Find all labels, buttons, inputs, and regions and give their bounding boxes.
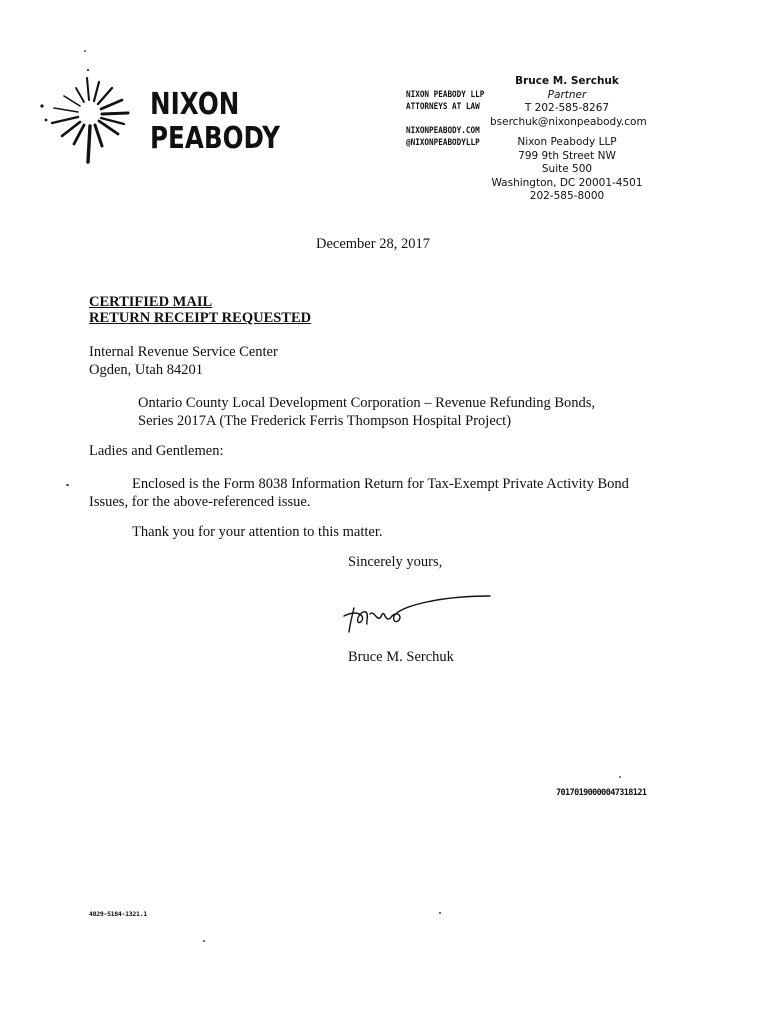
office-name: Nixon Peabody LLP [517,136,617,148]
letter-date: December 28, 2017 [316,236,430,252]
firm-info [406,89,484,149]
delivery-method [89,294,311,326]
starburst-logo-icon [28,66,148,176]
brand-line-2: PEABODY [150,121,280,156]
delivery-line-2: RETURN RECEIPT REQUESTED [89,310,312,326]
body-paragraph [89,475,649,511]
letterhead-logo [28,66,278,176]
signer-name: Bruce M. Serchuk [348,649,454,665]
scan-speck [66,484,69,486]
firm-tagline: ATTORNEYS AT LAW [406,102,480,112]
brand-wordmark [150,88,280,156]
body-line-1: Enclosed is the Form 8038 Information Return for Tax-Exempt Private Activity Bond [132,476,629,492]
scan-speck [619,776,621,778]
thanks-line: Thank you for your attention to this matter. [132,524,383,540]
sender-phone: T 202-585-8267 [524,102,610,114]
subject-line-1: Ontario County Local Development Corporation – Revenue Refunding Bonds, [138,395,596,411]
firm-social: @NIXONPEABODYLLP [406,138,480,148]
scan-speck [84,50,86,52]
firm-name: NIXON PEABODY LLP [406,90,485,100]
scan-speck [203,940,205,942]
brand-line-1: NIXON [150,87,240,122]
subject-reference [138,395,658,430]
office-street: 799 9th Street NW [518,149,616,162]
office-city: Washington, DC 20001-4501 [491,176,643,189]
tracking-number: 70170190000047318121 [556,788,647,798]
document-number: 4829-5184-1321.1 [89,910,147,918]
subject-line-2: Series 2017A (The Frederick Ferris Thompson Hospital Project) [138,412,512,429]
office-phone: 202-585-8000 [529,190,605,202]
closing: Sincerely yours, [348,554,443,570]
delivery-line-1: CERTIFIED MAIL [89,294,213,310]
handwritten-signature [340,586,500,636]
sender-title: Partner [547,88,587,101]
office-suite: Suite 500 [541,163,593,175]
sender-contact [490,75,647,204]
scan-speck [439,912,441,914]
recipient-line-2: Ogden, Utah 84201 [89,361,203,378]
salutation: Ladies and Gentlemen: [89,443,224,459]
recipient-address [89,344,278,379]
sender-email: bserchuk@nixonpeabody.com [490,115,647,128]
firm-website: NIXONPEABODY.COM [406,126,480,136]
body-line-2: Issues, for the above-referenced issue. [89,494,311,510]
recipient-line-1: Internal Revenue Service Center [89,344,278,360]
sender-name: Bruce M. Serchuk [515,75,619,87]
